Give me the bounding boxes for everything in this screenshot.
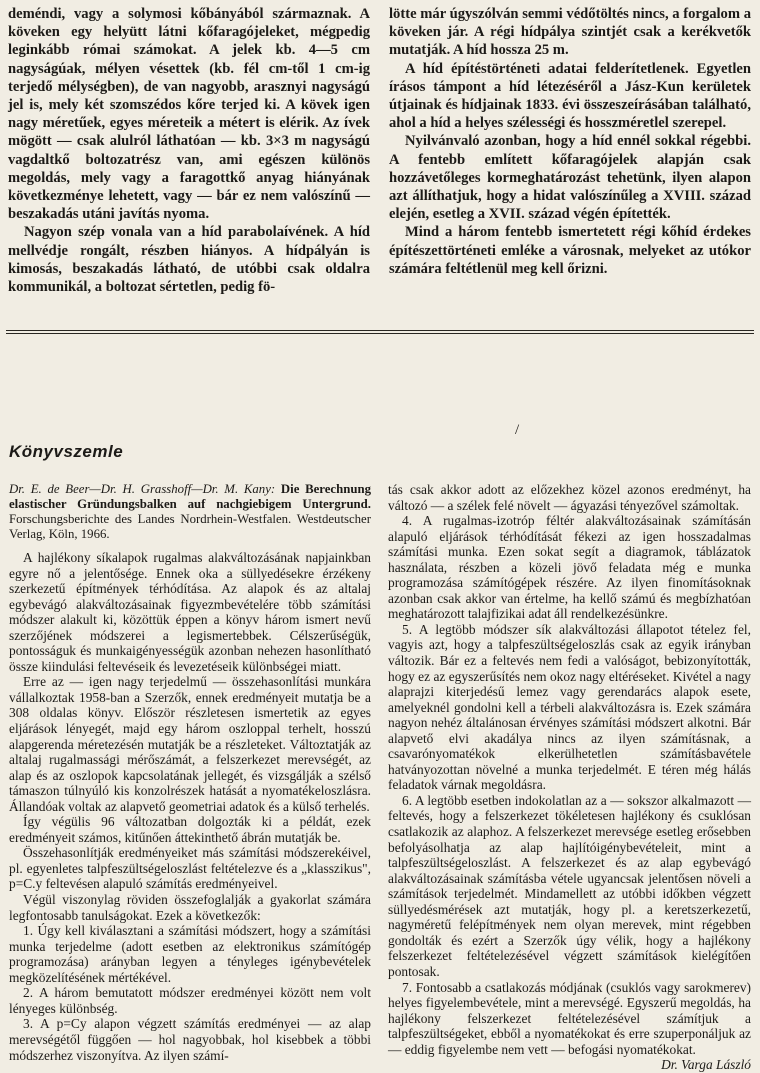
reference-authors: Dr. E. de Beer—Dr. H. Grasshoff—Dr. M. Kany: [9,482,276,496]
book-reference [9,482,371,542]
list-item: 5. A legtöbb módszer sík alakváltozási állapotot tételez fel, vagyis azt, hogy a talpfeszültségeloszlás csak az egyik irányban változik. Bár ez a feltevés nem fedi a valóságot, bebizonyították, hogy ez az egyszerűsítés nem okoz nagy eltéréseket. Kivétel a nagy alaprajzi kiterjedésű lemez vagy gerendarács alapok esete, amelyeknél gondolni kell a térbeli alakváltozásra is. Ezek számára nagyon nehéz általánosan érvényes számítási módszert alkotni. Bár alapvető elvi akadálya nincs az ilyen számításnak, a csavarónyomatékok elkerülhetetlen számításbavétele hatványozottan növelné a munka terjedelmét. E téren még hálás feladatok várnak megoldásra. [388,621,751,793]
paragraph: Erre az — igen nagy terjedelmű — összehasonlítási munkára vállalkoztak 1958-ban a Szerzők, ennek eredményeit mutatja be a 308 oldalas könyv. Először részletesen ismertetik az egyes eljárások lényegét, majd egy három oszloppal terhelt, hosszú alapgerenda méretezésén mutatják be a részleteket. Változtatják az altalaj rugalmassági mérőszámát, a felszerkezet merevségét, az alap és az oszlopok kapcsolatának jellegét, és vizsgálják a szélső támaszon túlnyúló kis konzolrészek hatását a nyomatékeloszlásra. Állandóak voltak az alapvető geometriai adatok és a külső terhelés. [9,674,371,814]
reviewer-signature: Dr. Varga László [661,1057,751,1073]
list-item: 2. A három bemutatott módszer eredményei között nem volt lényeges különbség. [9,985,371,1016]
reference-title: Die Berechnung elastischer Gründungsbalken auf nachgiebigem Untergrund. [9,482,371,511]
list-item: 7. Fontosabb a csatlakozás módjának (csuklós vagy sarokmerev) helyes figyelembevétele, mint a merevségé. Egyszerű megoldás, ha hajlékony felszerkezet feltételezésével számítjuk a talpfeszültségeket, ebből a nyomatékokat és erre szuperponáljuk az — eddig figyelembe nem vett — befogási nyomatékokat. [388,979,751,1057]
list-item: 6. A legtöbb esetben indokolatlan az a — sokszor alkalmazott — feltevés, hogy a felszerkezet tökéletesen hajlékony és csuklósan csatlakozik az alaphoz. A felszerkezet merevsége esetleg erősebben befolyásolhatja az alap hajlítóigénybevételeit, mint a talpfeszültségeloszlást. A felszerkezet és az alap egybevágó alakváltozásainak számításba vétele ugyancsak jelentősen növeli a számítások terjedelmét. Mindamellett az utóbbi időkben végzett süllyedésmérések azt mutatják, hogy pl. a keretszerkezetű, nagyméretű felépítmények nem olyan merevek, mint régebben gondolták és ezért a Szerzők úgy vélik, hogy a hajlékony felszerkezet feltételezésével végzett számítások kielégítően pontosak. [388,792,751,979]
paragraph: deméndi, vagy a solymosi kőbányából származnak. A köveken egy helyütt látni kőfaragójeleket, mégpedig leginkább római számokat. A jelek kb. 4—5 cm nagyságúak, mélyen vésettek (kb. fél cm-től 1 cm-ig terjedő mélységben), de van nagyobb, arasznyi nagyságú jel is, mely két szomszédos kőre terjed ki. A kövek igen nagy méretűek, egyes méreteik a métert is elérik. Az ívek mögött — csak alulról láthatóan — kb. 3×3 m nagyságú vagdaltkő boltozatrész van, ami egészen különös megoldás, mely vagy a faragottkő anyag hiányának következménye lehetett, vagy — bár ez nem valószínű — beszakadás utáni javítás nyoma. [8,6,370,223]
paragraph: Így végülis 96 változatban dolgozták ki a példát, ezek eredményeit számos, kitűnően áttekinthető ábrán mutatják be. [9,814,371,845]
review-left-column [9,482,371,1063]
paragraph: tás csak akkor adott az előzekhez közel azonos eredményt, ha változó — a szélek felé növelt — ágyazási tényezővel számoltak. [388,482,751,513]
list-item: 4. A rugalmas-izotróp féltér alakváltozásainak számításán alapuló eljárások térhódítását fékezi az igen hosszadalmas számítási munka. Ezen sokat segít a diagramok, táblázatok használata, részben a közeli jövő feladata még e munka programozása számítógépek részére. Az ilyen finomításoknak azonban csak akkor van értelme, ha kellő számú és megbízhatóan meghatározott talajfizikai adat áll rendelkezésünkre. [388,513,751,622]
review-right-column [388,482,751,1073]
stray-mark: / [515,422,520,438]
list-item: 1. Úgy kell kiválasztani a számítási módszert, hogy a számítási munka terjedelme (adott esetben az elektronikus számítógép programozása) arányban legyen a tényleges igénybevételek megközelítésének mértékével. [9,923,371,985]
paragraph-italic-lead: Nyilvánvaló azonban, hogy a híd ennél sokkal régebbi. A fentebb említett kőfaragójelek alapján csak hozzávetőleges kormeghatározást tehetünk, ilyen alapon azt állíthatjuk, hogy a hidat valószínűleg a XVIII. század elején, esetleg a XVII. század végén építették. [389,133,751,223]
paragraph: Végül viszonylag röviden összefoglalják a gyakorlat számára legfontosabb tanulságokat. Ezek a következők: [9,892,371,923]
paragraph-text: Nagyon szép vonala van a híd parabolaívének. A híd mellvédje rongált, részben hiányos. A hídpályán is kimosás, beszakadás látható, de utóbbi csak oldalra kommunikál, a boltozat sértetlen, pedig fö- [8,224,370,296]
section-divider [6,330,754,331]
reference-publisher: Forschungsberichte des Landes Nordrhein-Westfalen. Westdeutscher Verlag, Köln, 1966. [9,512,371,541]
paragraph: lötte már úgyszólván semmi védőtöltés nincs, a forgalom a köveken jár. A régi hídpálya szintjét csak a kerékvetők mutatják. A híd hossza 25 m. [389,6,751,59]
paragraph-parabola [8,223,370,296]
article-continuation-left [8,5,370,296]
article-continuation-right [389,5,751,278]
paragraph: A hajlékony síkalapok rugalmas alakváltozásának napjainkban egyre nő a jelentősége. Ennek oka a süllyedésekre érzékeny szerkezetű építmények térhódítása. Az alapok és az altalaj egybevágó alakváltozásainak figyezmbevételére több számítási módszer alakult ki, közöttük éppen a könyv három ismert nevű szerzőjének módszerei a legismertebbek. Célszerűségük, pontosságuk és munkaigényességük azonban nehezen hasonlítható össze kiindulási feltevéseik és levezetéseik különbségei miatt. [9,550,371,674]
paragraph: A híd építéstörténeti adatai felderítetlenek. Egyetlen írásos támpont a híd létezéséről a Jász-Kun kerületek útjainak és hídjainak 1833. évi összeszeírásában található, ahol a híd a helyes szélességi és hosszméretlel szerepel. [389,60,751,132]
section-title: Könyvszemle [9,442,124,461]
paragraph: Mind a három fentebb ismertetett régi kőhíd érdekes építészettörténeti emléke a városnak, melyeket az utókor számára feltétlenül meg kell őrizni. [389,224,751,277]
list-item: 3. A p=Cy alapon végzett számítás eredményei — az alap merevségétől függően — hol nagyobbak, hol kisebbek a többi módszerhez viszonyítva. Az ilyen számí- [9,1016,371,1063]
paragraph: Összehasonlítják eredményeiket más számítási módszerekéivel, pl. egyenletes talpfeszültségeloszlást feltételezve és a „klasszikus", p=C.y feltevésen alapuló számítás eredményeivel. [9,845,371,892]
section-divider [6,333,754,334]
